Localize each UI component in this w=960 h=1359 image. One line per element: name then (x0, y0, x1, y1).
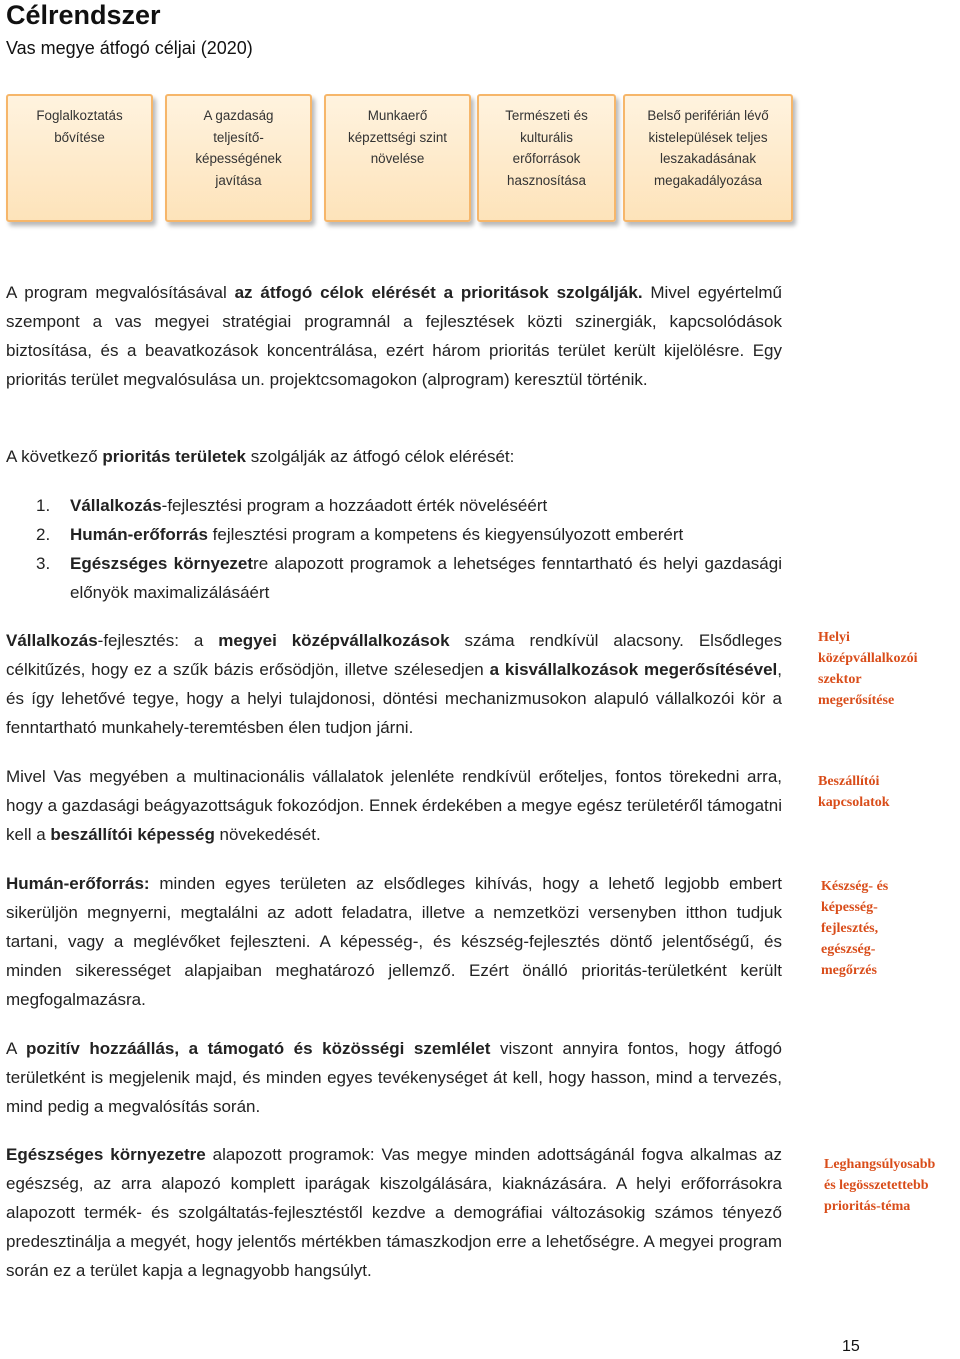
intro-paragraph: A program megvalósításával az átfogó célok elérését a prioritások szolgálják. Mivel egyértelmű szempont a vas megyei stratégiai programnál a fejlesztések közti szinergiák, kapcsolódások biztosítása, és a beavatkozások koncentrálása, ezért három prioritás terület került kijelölésre. Egy prioritás terület megvalósulása un. projektcsomagokon (alprogram) keresztül történik. (6, 283, 782, 389)
priority-lead-in: A következő prioritás területek szolgálják az átfogó célok elérését: (6, 447, 515, 466)
goal-box-workforce: Munkaerő képzettségi szint növelése (324, 94, 471, 222)
attitude-paragraph: A pozitív hozzáállás, a támogató és közösségi szemlélet viszont annyira fontos, hogy átfogó területként is megjelenik majd, és minden egyes tevékenységet át kell, hogy hasson, mind a tervezés, mind pedig a megvalósítás során. (6, 1039, 783, 1116)
page-number: 15 (842, 1338, 860, 1355)
margin-note-suppliers: Beszállítói kapcsolatok (818, 774, 890, 810)
list-item: Humán-erőforrás fejlesztési program a kompetens és kiegyensúlyozott emberért (70, 525, 684, 544)
margin-note-skills: Készség- és képesség- fejlesztés, egészség- megőrzés (821, 879, 889, 978)
human-resources-paragraph: Humán-erőforrás: minden egyes területen az elsődleges kihívás, hogy a lehető legjobb embert sikerüljön megnyerni, megtalálni az adott feladatra, illetve a nemzetközi versenyben itthon tudjuk tartani, vagy a meglévőket fejleszteni. A képesség-, és készség-fejlesztés döntő jelentőségű, és minden sikerességet alapjaiban meghatározó jellemző. Ezért önálló prioritás-területként került megfogalmazásra. (6, 874, 782, 1009)
healthy-environment-paragraph: Egészséges környezetre alapozott programok: Vas megye minden adottságánál fogva alkalmas az egészség, az arra alapozó komplett iparágak kiszolgálására, kiaknázására. A helyi erőforrásokra alapozott termék- és szolgáltatás-fejlesztéstől kezdve a demográfiai változásokig számos tényező predesztinálja a megyét, hogy jelentős mértékben támaszkodjon erre a lehetőségre. A megyei program során ez a terület kapja a legnagyobb hangsúlyt. (6, 1145, 782, 1280)
list-number: 2. (36, 525, 51, 544)
list-item: Vállalkozás-fejlesztési program a hozzáadott érték növeléséért (70, 496, 548, 515)
page-title: Célrendszer (6, 0, 161, 30)
margin-note-key-priority: Leghangsúlyosabb és legösszetettebb prioritás-téma (824, 1157, 936, 1214)
goal-boxes (6, 94, 794, 226)
enterprise-paragraph: Vállalkozás-fejlesztés: a megyei középvállalkozások száma rendkívül alacsony. Elsődleges célkitűzés, hogy ez a szűk bázis erősödjön, illetve szélesedjen a kisvállalkozások megerősítésével, és így lehetővé tegye, hogy a helyi tulajdonosi, döntési mechanizmusokon alapuló vállalkozói kör a fenntartható munkahely-teremtésben élen tudjon járni. (6, 631, 783, 737)
goal-box-economy: A gazdaság teljesítő- képességének javítása (165, 94, 312, 222)
page-subtitle: Vas megye átfogó céljai (2020) (6, 38, 253, 58)
margin-note-medium-enterprises: Helyi középvállalkozói szektor megerősítése (818, 630, 918, 708)
list-number: 1. (36, 496, 51, 515)
list-item: Egészséges környezetre alapozott programok a lehetséges fenntartható és helyi gazdasági előnyök maximalizálásáért (70, 554, 782, 602)
goal-box-periphery: Belső periférián lévő kistelepülések teljes leszakadásának megakadályozása (623, 94, 793, 222)
goal-box-resources: Természeti és kulturális erőforrások hasznosítása (477, 94, 616, 222)
list-number: 3. (36, 554, 51, 573)
supplier-paragraph: Mivel Vas megyében a multinacionális vállalatok jelenléte rendkívül erőteljes, fontos törekedni arra, hogy a gazdasági beágyazottságuk fokozódjon. Ennek érdekében a megye egész területéről támogatni kell a beszállítói képesség növekedését. (6, 767, 782, 844)
goal-box-employment: Foglalkoztatás bővítése (6, 94, 153, 222)
